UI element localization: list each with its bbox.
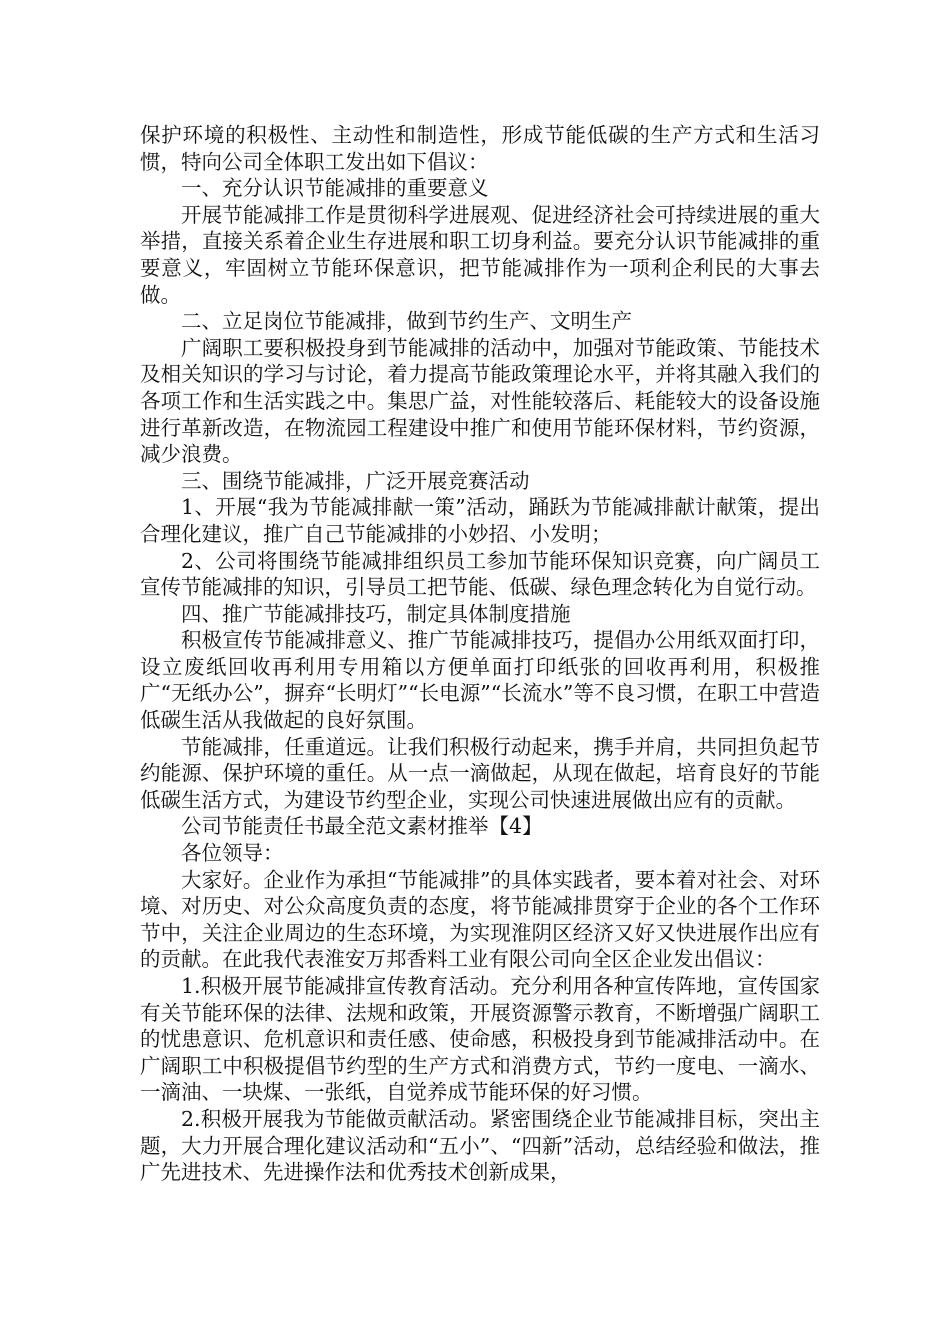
paragraph: 积极宣传节能减排意义、推广节能减排技巧，提倡办公用纸双面打印，设立废纸回收再利用专用箱以方便单面打印纸张的回收再利用，积极推广“无纸办公”，摒弃“长明灯”“长电源”“长流水”等不良习惯，在职工中营造低碳生活从我做起的良好氛围。: [140, 628, 820, 733]
section-heading: 一、充分认识节能减排的重要意义: [181, 176, 489, 201]
section-heading: 三、围绕节能减排，广泛开展竞赛活动: [181, 468, 530, 493]
list-item: 2、公司将围绕节能减排组织员工参加节能环保知识竞赛，向广阔员工宣传节能减排的知识，引导员工把节能、低碳、绿色理念转化为自觉行动。: [140, 548, 820, 600]
paragraph: 保护环境的积极性、主动性和制造性，形成节能低碳的生产方式和生活习惯，特向公司全体职工发出如下倡议：: [140, 123, 820, 174]
paragraph: 大家好。企业作为承担“节能减排”的具体实践者，要本着对社会、对环境、对历史、对公众高度负责的态度，将节能减排贯穿于企业的各个工作环节中，关注企业周边的生态环境，为实现淮阴区经济又好又快进展作出应有的贡献。在此我代表淮安万邦香料工业有限公司向全区企业发出倡议：: [140, 867, 820, 972]
document-body: [140, 122, 820, 1186]
paragraph: 节能减排，任重道远。让我们积极行动起来，携手并肩，共同担负起节约能源、保护环境的重任。从一点一滴做起，从现在做起，培育良好的节能低碳生活方式，为建设节约型企业，实现公司快速进展做出应有的贡献。: [140, 734, 820, 812]
document-title: 公司节能责任书最全范文素材推举【4】: [181, 814, 543, 839]
list-item: 1.积极开展节能减排宣传教育活动。充分利用各种宣传阵地，宣传国家有关节能环保的法律、法规和政策，开展资源警示教育，不断增强广阔职工的忧患意识、危机意识和责任感、使命感，积极投身到节能减排活动中。在广阔职工中积极提倡节约型的生产方式和消费方式，节约一度电、一滴水、一滴油、一块煤、一张纸，自觉养成节能环保的好习惯。: [140, 974, 820, 1105]
list-item: 1、开展“我为节能减排献一策”活动，踊跃为节能减排献计献策，提出合理化建议，推广自己节能减排的小妙招、小发明；: [140, 495, 820, 546]
list-item: 2.积极开展我为节能做贡献活动。紧密围绕企业节能减排目标，突出主题，大力开展合理化建议活动和“五小”、“四新”活动，总结经验和做法，推广先进技术、先进操作法和优秀技术创新成果，: [140, 1106, 820, 1185]
section-heading: 四、推广节能减排技巧，制定具体制度措施: [181, 601, 571, 626]
salutation: 各位领导：: [181, 841, 284, 866]
paragraph: 广阔职工要积极投身到节能减排的活动中，加强对节能政策、节能技术及相关知识的学习与讨论，着力提高节能政策理论水平，并将其融入我们的各项工作和生活实践之中。集思广益，对性能较落后、耗能较大的设备设施进行革新改造，在物流园工程建设中推广和使用节能环保材料，节约资源，减少浪费。: [140, 335, 820, 467]
section-heading: 二、立足岗位节能减排，做到节约生产、文明生产: [181, 309, 632, 334]
paragraph: 开展节能减排工作是贯彻科学进展观、促进经济社会可持续进展的重大举措，直接关系着企业生存进展和职工切身利益。要充分认识节能减排的重要意义，牢固树立节能环保意识，把节能减排作为一项利企利民的大事去做。: [140, 202, 820, 307]
